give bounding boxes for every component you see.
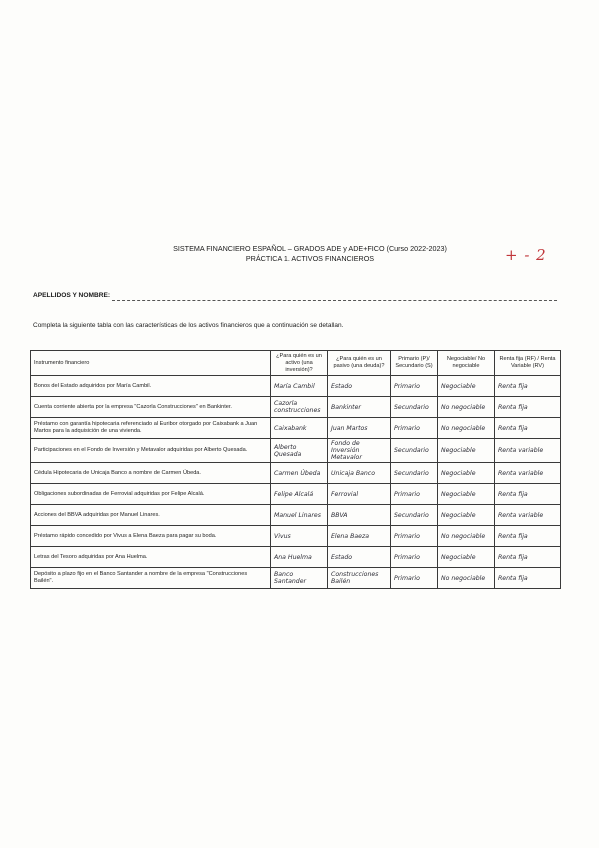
asset-holder-cell: Carmen Úbeda — [271, 463, 328, 484]
negotiability-cell: No negociable — [438, 397, 495, 418]
negotiability-cell: Negociable — [438, 463, 495, 484]
income-type-cell: Renta fija — [495, 376, 561, 397]
income-type-cell: Renta fija — [495, 547, 561, 568]
income-type-cell: Renta variable — [495, 463, 561, 484]
negotiability-cell: No negociable — [438, 418, 495, 439]
header-renta: Renta fija (RF) / Renta Variable (RV) — [495, 351, 561, 376]
table-row — [31, 463, 561, 484]
market-type-cell: Primario — [391, 376, 438, 397]
grade-mark: + - 2 — [505, 246, 547, 264]
income-type-cell: Renta variable — [495, 505, 561, 526]
page-subtitle: PRÁCTICA 1. ACTIVOS FINANCIEROS — [245, 254, 375, 263]
liability-holder-cell: Ferrovial — [328, 484, 391, 505]
income-type-cell: Renta fija — [495, 418, 561, 439]
market-type-cell: Primario — [391, 526, 438, 547]
income-type-cell: Renta fija — [495, 397, 561, 418]
negotiability-cell: Negociable — [438, 505, 495, 526]
negotiability-cell: Negociable — [438, 547, 495, 568]
negotiability-cell: Negociable — [438, 376, 495, 397]
instrument-cell: Préstamo rápido concedido por Vivus a Elena Baeza para pagar su boda. — [31, 526, 271, 547]
name-field-line — [112, 300, 557, 301]
market-type-cell: Primario — [391, 484, 438, 505]
table-row — [31, 484, 561, 505]
liability-holder-cell: Construcciones Bailén — [328, 568, 391, 589]
table-row — [31, 397, 561, 418]
table-row — [31, 526, 561, 547]
page-title: SISTEMA FINANCIERO ESPAÑOL – GRADOS ADE y ADE+FICO (Curso 2022-2023) — [173, 244, 447, 253]
asset-holder-cell: Manuel Linares — [271, 505, 328, 526]
negotiability-cell: Negociable — [438, 484, 495, 505]
asset-holder-cell: Cazorla construcciones — [271, 397, 328, 418]
liability-holder-cell: Estado — [328, 547, 391, 568]
instrument-cell: Acciones del BBVA adquiridas por Manuel Linares. — [31, 505, 271, 526]
liability-holder-cell: Fondo de Inversión Metavalor — [328, 439, 391, 463]
instrument-cell: Obligaciones subordinadas de Ferrovial adquiridas por Felipe Alcalá. — [31, 484, 271, 505]
income-type-cell: Renta variable — [495, 439, 561, 463]
income-type-cell: Renta fija — [495, 484, 561, 505]
table-header-row — [31, 351, 561, 376]
market-type-cell: Primario — [391, 568, 438, 589]
instructions-text: Completa la siguiente tabla con las características de los activos financieros que a continuación se detallan. — [33, 322, 344, 329]
instrument-cell: Cuenta corriente abierta por la empresa "Cazorla Construcciones" en Bankinter. — [31, 397, 271, 418]
name-label: APELLIDOS Y NOMBRE: — [33, 292, 111, 299]
asset-holder-cell: María Cambil — [271, 376, 328, 397]
market-type-cell: Secundario — [391, 463, 438, 484]
asset-holder-cell: Felipe Alcalá — [271, 484, 328, 505]
negotiability-cell: No negociable — [438, 568, 495, 589]
liability-holder-cell: Estado — [328, 376, 391, 397]
liability-holder-cell: Bankinter — [328, 397, 391, 418]
market-type-cell: Secundario — [391, 397, 438, 418]
liability-holder-cell: Unicaja Banco — [328, 463, 391, 484]
market-type-cell: Secundario — [391, 439, 438, 463]
asset-holder-cell: Ana Huelma — [271, 547, 328, 568]
table-row — [31, 547, 561, 568]
instrument-cell: Bonos del Estado adquiridos por María Cambil. — [31, 376, 271, 397]
table-row — [31, 418, 561, 439]
table-row — [31, 505, 561, 526]
header-primario-secundario: Primario (P)/ Secundario (S) — [391, 351, 438, 376]
instrument-cell: Cédula Hipotecaria de Unicaja Banco a nombre de Carmen Úbeda. — [31, 463, 271, 484]
income-type-cell: Renta fija — [495, 568, 561, 589]
instrument-cell: Letras del Tesoro adquiridas por Ana Huelma. — [31, 547, 271, 568]
asset-holder-cell: Alberto Quesada — [271, 439, 328, 463]
header-activo: ¿Para quién es un activo (una inversión)? — [271, 351, 328, 376]
liability-holder-cell: Juan Martos — [328, 418, 391, 439]
asset-holder-cell: Vivus — [271, 526, 328, 547]
market-type-cell: Secundario — [391, 505, 438, 526]
asset-holder-cell: Banco Santander — [271, 568, 328, 589]
negotiability-cell: No negociable — [438, 526, 495, 547]
table-row — [31, 568, 561, 589]
negotiability-cell: Negociable — [438, 439, 495, 463]
table-row — [31, 376, 561, 397]
instrument-cell: Préstamo con garantía hipotecaria referenciado al Euribor otorgado por Caixabank a Juan Martos para la adquisición de una vivienda. — [31, 418, 271, 439]
asset-holder-cell: Caixabank — [271, 418, 328, 439]
instrument-cell: Depósito a plazo fijo en el Banco Santander a nombre de la empresa "Construcciones Bailén". — [31, 568, 271, 589]
instrument-cell: Participaciones en el Fondo de Inversión y Metavalor adquiridas por Alberto Quesada. — [31, 439, 271, 463]
income-type-cell: Renta fija — [495, 526, 561, 547]
market-type-cell: Primario — [391, 547, 438, 568]
header-instrumento: Instrumento financiero — [31, 351, 271, 376]
liability-holder-cell: Elena Baeza — [328, 526, 391, 547]
assets-table — [30, 350, 561, 589]
header-negociable: Negociable/ No negociable — [438, 351, 495, 376]
header-pasivo: ¿Para quién es un pasivo (una deuda)? — [328, 351, 391, 376]
table-row — [31, 439, 561, 463]
market-type-cell: Primario — [391, 418, 438, 439]
liability-holder-cell: BBVA — [328, 505, 391, 526]
